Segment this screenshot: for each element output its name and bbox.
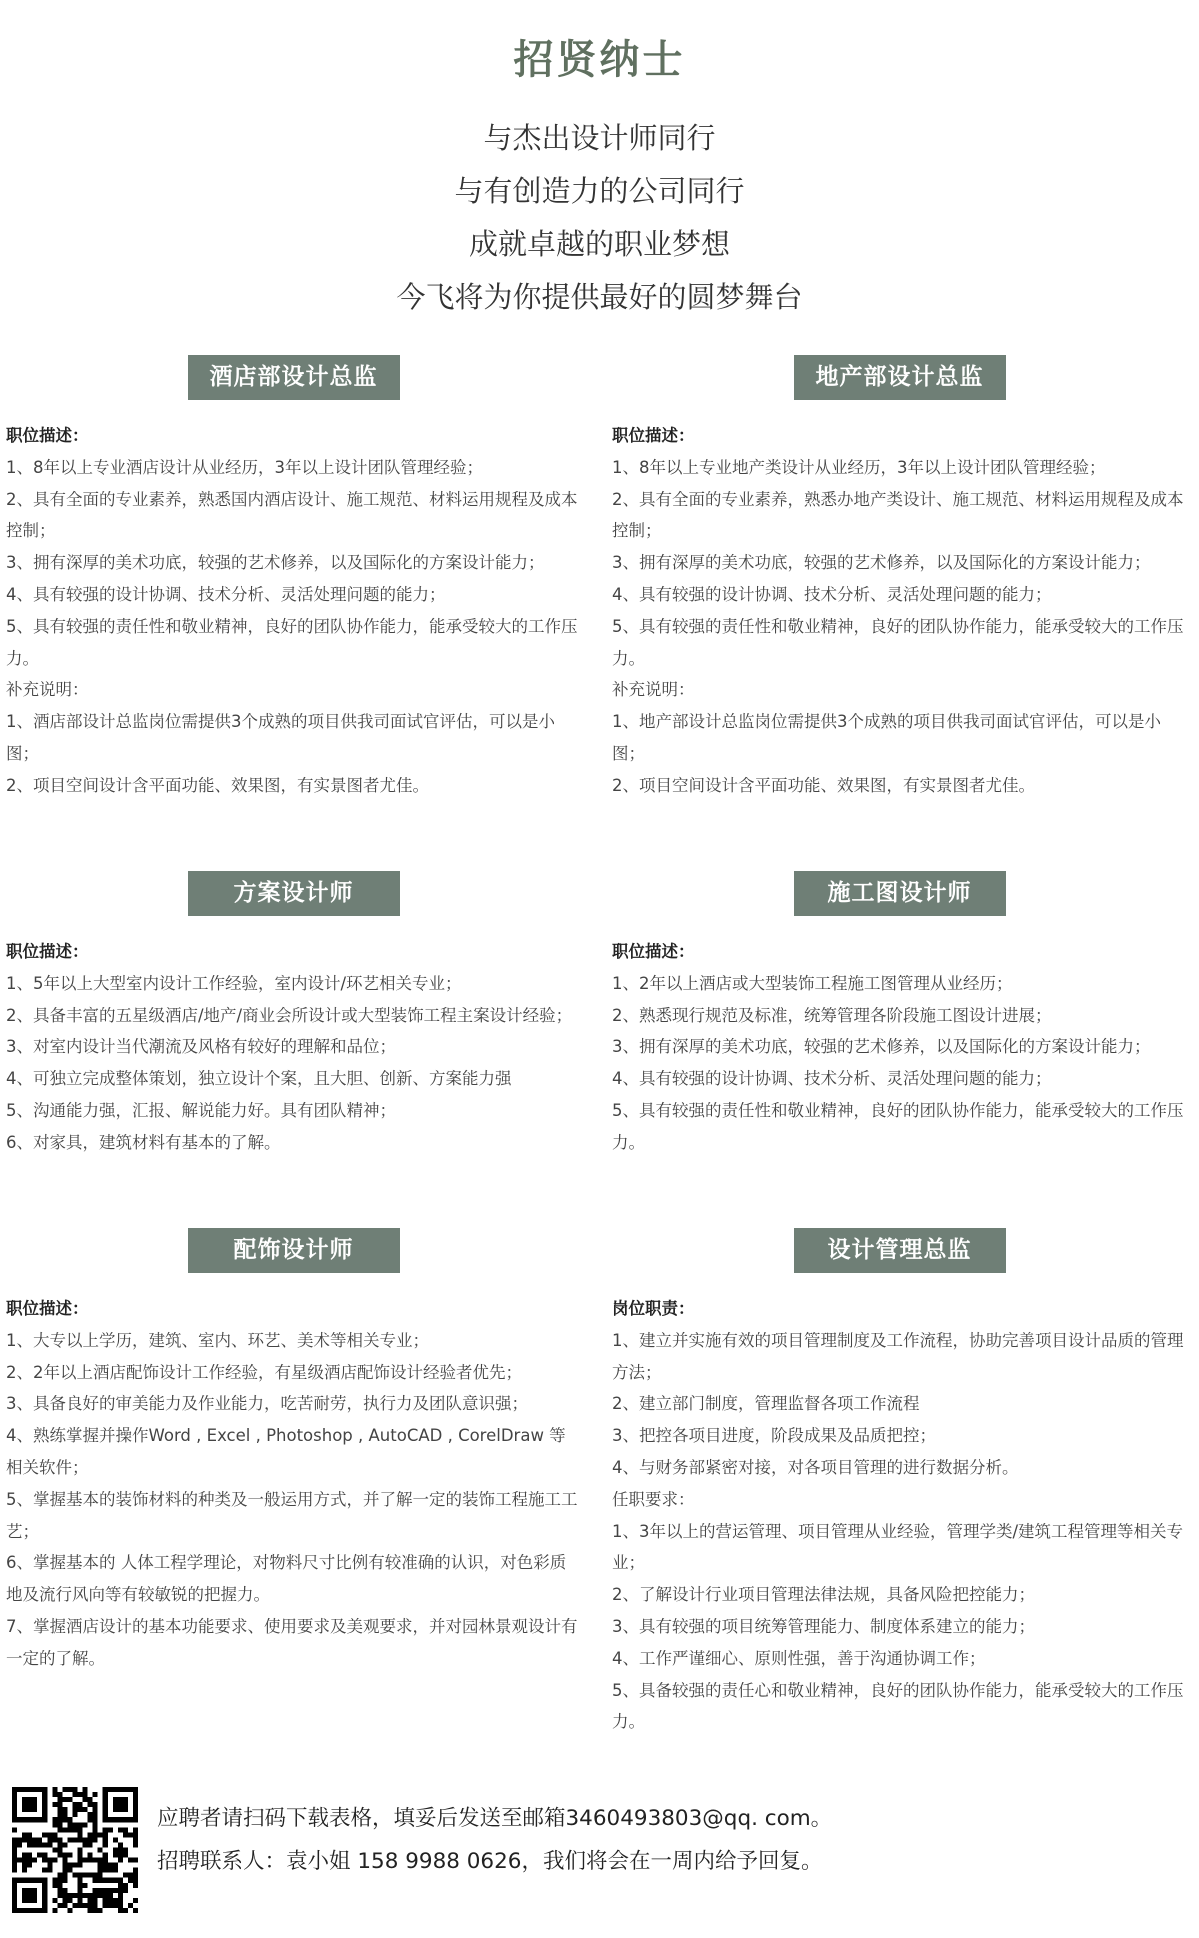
apply-instruction: 应聘者请扫码下载表格，填妥后发送至邮箱3460493803@qq. com。 xyxy=(157,1806,833,1831)
job-description xyxy=(6,936,581,1159)
job-description xyxy=(612,936,1187,1159)
job-construction-drawing-designer xyxy=(612,871,1187,1159)
requirement-item: 5、具有较强的责任性和敬业精神，良好的团队协作能力，能承受较大的工作压力。 xyxy=(612,1100,1184,1152)
requirement-item: 4、与财务部紧密对接，对各项目管理的进行数据分析。 xyxy=(612,1457,1019,1477)
requirement-item: 3、拥有深厚的美术功底，较强的艺术修养，以及国际化的方案设计能力； xyxy=(6,553,545,573)
section-heading: 职位描述： xyxy=(6,942,89,961)
requirement-item: 3、拥有深厚的美术功底，较强的艺术修养，以及国际化的方案设计能力； xyxy=(612,553,1151,573)
requirement-item: 1、酒店部设计总监岗位需提供3个成熟的项目供我司面试官评估，可以是小图； xyxy=(6,712,555,763)
requirement-item: 1、8年以上专业酒店设计从业经历，3年以上设计团队管理经验； xyxy=(6,457,483,477)
requirement-item: 4、具有较强的设计协调、技术分析、灵活处理问题的能力； xyxy=(612,584,1052,604)
job-title: 施工图设计师 xyxy=(794,871,1006,916)
requirement-item: 4、熟练掌握并操作Word , Excel , Photoshop , AutoCAD , CorelDraw 等相关软件； xyxy=(6,1426,566,1477)
job-description xyxy=(6,420,581,802)
requirement-item: 3、具有较强的项目统筹管理能力、制度体系建立的能力； xyxy=(612,1616,1035,1636)
job-decoration-designer xyxy=(6,1228,581,1675)
requirement-item: 2、2年以上酒店配饰设计工作经验，有星级酒店配饰设计经验者优先； xyxy=(6,1362,522,1382)
job-hotel-design-director xyxy=(6,355,581,802)
requirement-item: 6、对家具，建筑材料有基本的了解。 xyxy=(6,1132,281,1152)
job-design-management-director xyxy=(612,1228,1187,1738)
requirement-item: 2、具有全面的专业素养，熟悉办地产类设计、施工规范、材料运用规程及成本控制； xyxy=(612,489,1184,541)
requirement-item: 3、拥有深厚的美术功底，较强的艺术修养，以及国际化的方案设计能力； xyxy=(612,1037,1151,1057)
requirement-item: 6、掌握基本的 人体工程学理论，对物料尺寸比例有较准确的认识，对色彩质地及流行风向等有较敏锐的把握力。 xyxy=(6,1553,567,1605)
requirement-item: 3、对室内设计当代潮流及风格有较好的理解和品位； xyxy=(6,1037,396,1057)
requirement-item: 2、项目空间设计含平面功能、效果图，有实景图者尤佳。 xyxy=(612,775,1035,795)
requirement-item: 2、具备丰富的五星级酒店/地产/商业会所设计或大型装饰工程主案设计经验； xyxy=(6,1005,573,1025)
section-heading: 补充说明： xyxy=(6,680,89,700)
requirement-item: 1、3年以上的营运管理、项目管理从业经验，管理学类/建筑工程管理等相关专业； xyxy=(612,1521,1184,1573)
job-title: 酒店部设计总监 xyxy=(188,355,400,400)
section-heading: 任职要求： xyxy=(612,1489,695,1509)
requirement-item: 1、8年以上专业地产类设计从业经历，3年以上设计团队管理经验； xyxy=(612,457,1106,477)
slogan-line: 成就卓越的职业梦想 xyxy=(468,227,730,261)
slogan-line: 今飞将为你提供最好的圆梦舞台 xyxy=(396,280,803,314)
job-title: 设计管理总监 xyxy=(794,1228,1006,1273)
requirement-item: 5、沟通能力强，汇报、解说能力好。具有团队精神； xyxy=(6,1100,396,1120)
requirement-item: 1、5年以上大型室内设计工作经验，室内设计/环艺相关专业； xyxy=(6,973,462,993)
requirement-item: 1、建立并实施有效的项目管理制度及工作流程，协助完善项目设计品质的管理方法； xyxy=(612,1330,1184,1382)
slogan-block xyxy=(0,112,1199,324)
section-heading: 职位描述： xyxy=(6,1299,89,1318)
requirement-item: 3、具备良好的审美能力及作业能力，吃苦耐劳，执行力及团队意识强； xyxy=(6,1394,528,1414)
section-heading: 职位描述： xyxy=(612,426,695,445)
requirement-item: 1、地产部设计总监岗位需提供3个成熟的项目供我司面试官评估，可以是小图； xyxy=(612,712,1161,763)
requirement-item: 5、具备较强的责任心和敬业精神，良好的团队协作能力，能承受较大的工作压力。 xyxy=(612,1680,1184,1732)
requirement-item: 4、可独立完成整体策划，独立设计个案，且大胆、创新、方案能力强 xyxy=(6,1069,512,1089)
requirement-item: 1、大专以上学历，建筑、室内、环艺、美术等相关专业； xyxy=(6,1330,429,1350)
requirement-item: 5、具有较强的责任性和敬业精神，良好的团队协作能力，能承受较大的工作压力。 xyxy=(6,616,578,668)
requirement-item: 7、掌握酒店设计的基本功能要求、使用要求及美观要求，并对园林景观设计有一定的了解。 xyxy=(6,1616,578,1668)
section-heading: 职位描述： xyxy=(612,942,695,961)
requirement-item: 2、项目空间设计含平面功能、效果图，有实景图者尤佳。 xyxy=(6,775,429,795)
requirement-item: 4、具有较强的设计协调、技术分析、灵活处理问题的能力； xyxy=(6,584,446,604)
slogan-line: 与杰出设计师同行 xyxy=(483,121,716,155)
requirement-item: 1、2年以上酒店或大型装饰工程施工图管理从业经历； xyxy=(612,973,1013,993)
qr-code-icon xyxy=(12,1787,138,1913)
job-realestate-design-director xyxy=(612,355,1187,802)
job-scheme-designer xyxy=(6,871,581,1159)
requirement-item: 2、了解设计行业项目管理法律法规，具备风险把控能力； xyxy=(612,1585,1035,1605)
requirement-item: 5、掌握基本的装饰材料的种类及一般运用方式，并了解一定的装饰工程施工工艺； xyxy=(6,1489,578,1541)
requirement-item: 2、具有全面的专业素养，熟悉国内酒店设计、施工规范、材料运用规程及成本控制； xyxy=(6,489,578,541)
section-heading: 补充说明： xyxy=(612,680,695,700)
requirement-item: 4、具有较强的设计协调、技术分析、灵活处理问题的能力； xyxy=(612,1069,1052,1089)
contact-footer xyxy=(12,1787,1192,1917)
contact-person: 招聘联系人：袁小姐 158 9988 0626，我们将会在一周内给予回复。 xyxy=(157,1849,823,1874)
job-description xyxy=(6,1293,581,1675)
requirement-item: 4、工作严谨细心、原则性强，善于沟通协调工作； xyxy=(612,1648,986,1668)
section-heading: 职位描述： xyxy=(6,426,89,445)
job-description xyxy=(612,1293,1187,1738)
requirement-item: 2、熟悉现行规范及标准，统筹管理各阶段施工图设计进展； xyxy=(612,1005,1052,1025)
requirement-item: 2、建立部门制度，管理监督各项工作流程 xyxy=(612,1394,920,1414)
slogan-line: 与有创造力的公司同行 xyxy=(454,174,745,208)
section-heading: 岗位职责： xyxy=(612,1299,695,1318)
job-title: 地产部设计总监 xyxy=(794,355,1006,400)
job-title: 配饰设计师 xyxy=(188,1228,400,1273)
requirement-item: 3、把控各项目进度，阶段成果及品质把控； xyxy=(612,1426,936,1446)
requirement-item: 5、具有较强的责任性和敬业精神，良好的团队协作能力，能承受较大的工作压力。 xyxy=(612,616,1184,668)
job-title: 方案设计师 xyxy=(188,871,400,916)
page-title: 招贤纳士 xyxy=(513,37,686,83)
job-description xyxy=(612,420,1187,802)
